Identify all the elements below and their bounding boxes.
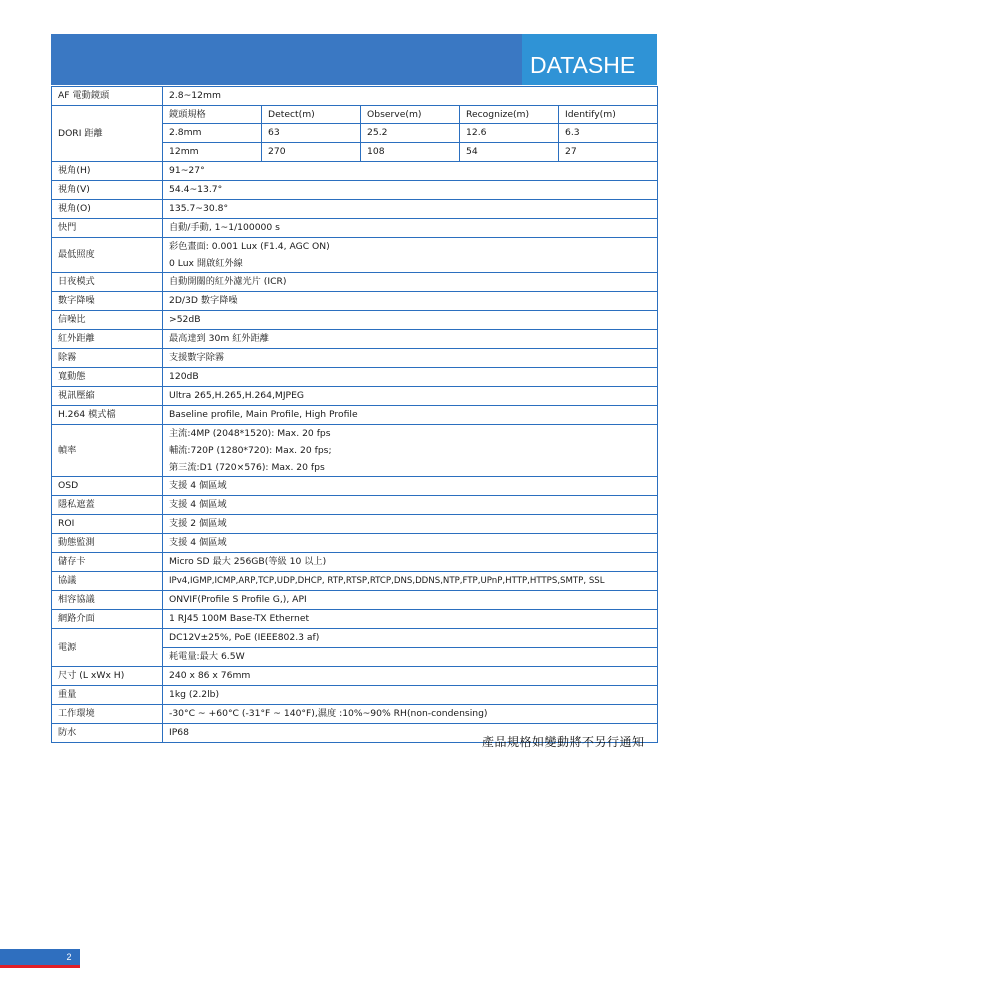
spec-value: 0 Lux 開啟紅外線	[163, 255, 658, 273]
spec-value: 支援數字除霧	[163, 349, 658, 368]
spec-row-ir	[52, 330, 658, 349]
spec-label: 寬動態	[52, 368, 163, 387]
spec-row-fov-v	[52, 181, 658, 200]
spec-label: 網路介面	[52, 610, 163, 629]
spec-row-dimensions	[52, 667, 658, 686]
dori-cell: 54	[460, 143, 559, 162]
spec-label: 信噪比	[52, 311, 163, 330]
spec-value: 1 RJ45 100M Base-TX Ethernet	[163, 610, 658, 629]
spec-label: 視訊壓縮	[52, 387, 163, 406]
page-number: 2	[66, 952, 72, 962]
spec-row-compat	[52, 591, 658, 610]
spec-label: 視角(H)	[52, 162, 163, 181]
spec-label: 紅外距離	[52, 330, 163, 349]
spec-label: OSD	[52, 477, 163, 496]
spec-row-dori-header	[52, 106, 658, 124]
spec-row-network	[52, 610, 658, 629]
spec-row-compression	[52, 387, 658, 406]
spec-value: 耗電量:最大 6.5W	[163, 648, 658, 667]
spec-value: 91~27°	[163, 162, 658, 181]
spec-value: 支援 4 個區域	[163, 477, 658, 496]
dori-cell: 12mm	[163, 143, 262, 162]
spec-value: 主流:4MP (2048*1520): Max. 20 fps	[163, 425, 658, 443]
dori-cell: 25.2	[361, 124, 460, 143]
spec-label: 最低照度	[52, 238, 163, 273]
spec-row-af-lens	[52, 87, 658, 106]
spec-label: DORI 距離	[52, 106, 163, 162]
spec-row-dnr	[52, 292, 658, 311]
dori-cell: 270	[262, 143, 361, 162]
spec-value: 54.4~13.7°	[163, 181, 658, 200]
spec-value: IP68	[163, 724, 658, 743]
spec-value: Ultra 265,H.265,H.264,MJPEG	[163, 387, 658, 406]
footer-red-line	[0, 965, 80, 968]
spec-value: 240 x 86 x 76mm	[163, 667, 658, 686]
spec-label: 幀率	[52, 425, 163, 477]
spec-value: ONVIF(Profile S Profile G,), API	[163, 591, 658, 610]
spec-row-fov-h	[52, 162, 658, 181]
spec-label: 儲存卡	[52, 553, 163, 572]
spec-label: 視角(V)	[52, 181, 163, 200]
spec-row-min-illum	[52, 238, 658, 256]
spec-row-protocols	[52, 572, 658, 591]
spec-table	[51, 86, 658, 743]
spec-label: 動態監測	[52, 534, 163, 553]
spec-value: 彩色畫面: 0.001 Lux (F1.4, AGC ON)	[163, 238, 658, 256]
spec-value: 自動開關的紅外濾光片 (ICR)	[163, 273, 658, 292]
spec-value: Micro SD 最大 256GB(等級 10 以上)	[163, 553, 658, 572]
spec-row-motion	[52, 534, 658, 553]
spec-row-power	[52, 629, 658, 648]
spec-label: 工作環境	[52, 705, 163, 724]
header-tab-label: DATASHE	[522, 34, 657, 85]
spec-label: 隱私遮蓋	[52, 496, 163, 515]
spec-label: 尺寸 (L xWx H)	[52, 667, 163, 686]
spec-label: 快門	[52, 219, 163, 238]
dori-header-cell: Detect(m)	[262, 106, 361, 124]
spec-change-notice: 產品規格如變動將不另行通知	[482, 735, 645, 749]
dori-header-cell: Identify(m)	[559, 106, 658, 124]
spec-value: 最高達到 30m 紅外距離	[163, 330, 658, 349]
spec-value: 自動/手動, 1~1/100000 s	[163, 219, 658, 238]
spec-value: 支援 2 個區域	[163, 515, 658, 534]
spec-value: DC12V±25%, PoE (IEEE802.3 af)	[163, 629, 658, 648]
spec-row-day-night	[52, 273, 658, 292]
spec-row-snr	[52, 311, 658, 330]
spec-label: 日夜模式	[52, 273, 163, 292]
spec-row-env	[52, 705, 658, 724]
spec-label: AF 電動鏡頭	[52, 87, 163, 106]
spec-row-h264-profile	[52, 406, 658, 425]
spec-value: >52dB	[163, 311, 658, 330]
dori-cell: 63	[262, 124, 361, 143]
spec-value: Baseline profile, Main Profile, High Profile	[163, 406, 658, 425]
spec-value: IPv4,IGMP,ICMP,ARP,TCP,UDP,DHCP, RTP,RTSP,RTCP,DNS,DDNS,NTP,FTP,UPnP,HTTP,HTTPS,SMTP, SSL	[163, 572, 658, 591]
spec-row-roi	[52, 515, 658, 534]
spec-row-wdr	[52, 368, 658, 387]
dori-cell: 6.3	[559, 124, 658, 143]
spec-row-frame-rate	[52, 425, 658, 443]
spec-label: 相容協議	[52, 591, 163, 610]
spec-label: 協議	[52, 572, 163, 591]
spec-label: 電源	[52, 629, 163, 667]
dori-header-cell: Observe(m)	[361, 106, 460, 124]
spec-value: 支援 4 個區域	[163, 534, 658, 553]
spec-value: 2D/3D 數字降噪	[163, 292, 658, 311]
spec-label: 防水	[52, 724, 163, 743]
spec-label: ROI	[52, 515, 163, 534]
spec-label: 除霧	[52, 349, 163, 368]
spec-row-defog	[52, 349, 658, 368]
dori-cell: 108	[361, 143, 460, 162]
dori-cell: 12.6	[460, 124, 559, 143]
spec-value: 135.7~30.8°	[163, 200, 658, 219]
spec-row-privacy	[52, 496, 658, 515]
spec-label: 重量	[52, 686, 163, 705]
spec-row-fov-o	[52, 200, 658, 219]
dori-header-cell: 鏡頭規格	[163, 106, 262, 124]
spec-value: -30°C ~ +60°C (-31°F ~ 140°F),濕度 :10%~90% RH(non-condensing)	[163, 705, 658, 724]
spec-value: 1kg (2.2lb)	[163, 686, 658, 705]
spec-row-osd	[52, 477, 658, 496]
spec-value: 120dB	[163, 368, 658, 387]
spec-row-shutter	[52, 219, 658, 238]
page-header-bar	[51, 34, 657, 85]
dori-header-cell: Recognize(m)	[460, 106, 559, 124]
spec-value: 2.8~12mm	[163, 87, 658, 106]
spec-label: 視角(O)	[52, 200, 163, 219]
spec-value: 第三流:D1 (720×576): Max. 20 fps	[163, 459, 658, 477]
spec-label: H.264 模式檔	[52, 406, 163, 425]
spec-value: 輔流:720P (1280*720): Max. 20 fps;	[163, 442, 658, 459]
spec-row-storage	[52, 553, 658, 572]
spec-row-weight	[52, 686, 658, 705]
spec-label: 數字降噪	[52, 292, 163, 311]
spec-value: 支援 4 個區域	[163, 496, 658, 515]
dori-cell: 27	[559, 143, 658, 162]
dori-cell: 2.8mm	[163, 124, 262, 143]
